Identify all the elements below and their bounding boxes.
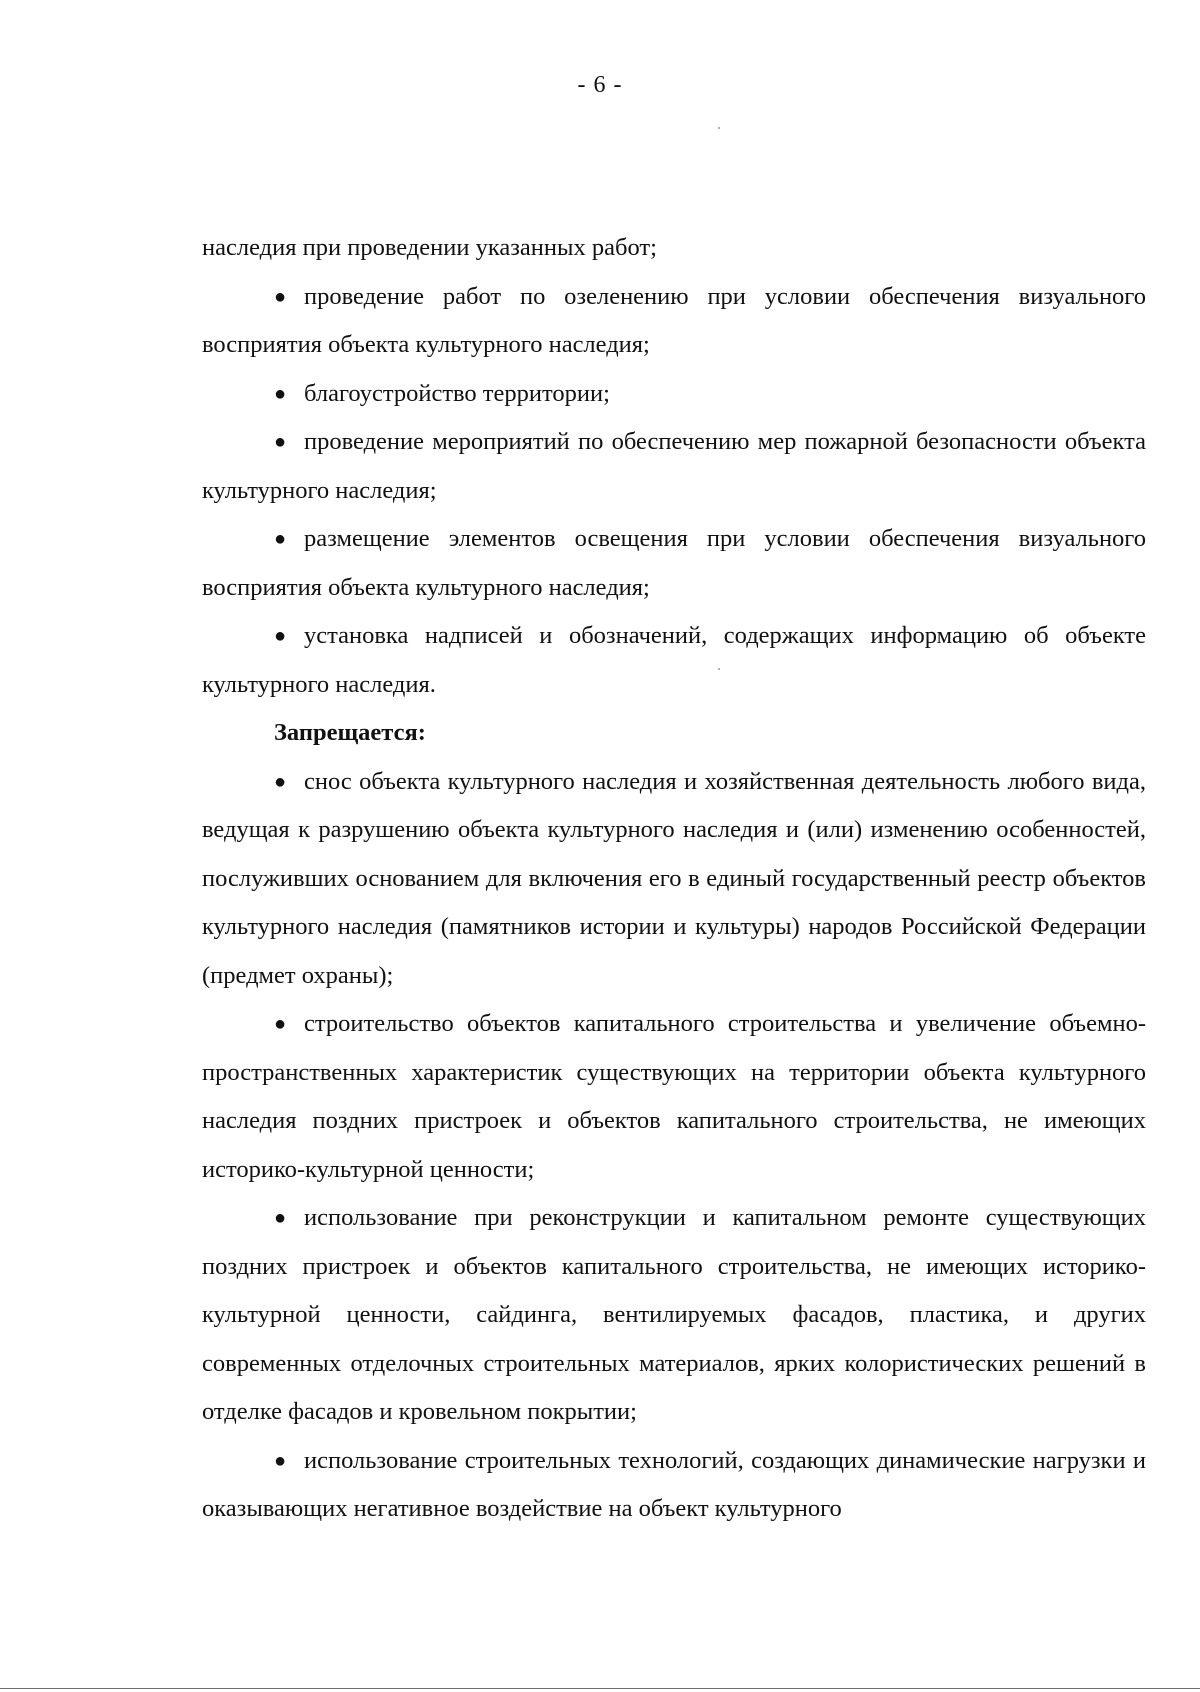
- list-item-text: проведение работ по озеленению при условии обеспечения визуального восприятия объекта культурного наследия;: [202, 282, 1146, 358]
- list-item-text: использование строительных технологий, создающих динамические нагрузки и оказывающих негативное воздействие на объект культурного: [202, 1446, 1146, 1522]
- list-item: [202, 612, 1146, 709]
- list-item: [202, 758, 1146, 1001]
- list-item-text: строительство объектов капитального строительства и увеличение объемно-пространственных характеристик существующих на территории объекта культурного наследия поздних пристроек и объектов капитального строительства, не имеющих историко-культурной ценности;: [202, 1010, 1146, 1183]
- bullet-icon: ●: [274, 1207, 287, 1229]
- scan-speck: [718, 127, 720, 129]
- bullet-icon: ●: [274, 770, 287, 793]
- bullet-icon: ●: [274, 382, 287, 405]
- list-item-text: размещение элементов освещения при условии обеспечения визуального восприятия объекта культурного наследия;: [202, 525, 1146, 601]
- bullet-icon: ●: [274, 1013, 287, 1035]
- bullet-icon: ●: [274, 625, 287, 647]
- paragraph-continuation: [202, 224, 1146, 273]
- document-body: [202, 224, 1146, 1534]
- list-item: [202, 515, 1146, 612]
- list-item-text: использование при реконструкции и капитальном ремонте существующих поздних пристроек и объектов капитального строительства, не имеющих историко-культурной ценности, сайдинга, вентилируемых фасадов, пластика, и других современных отделочных строительных материалов, ярких колористических решений в отделке фасадов и кровельном покрытии;: [202, 1204, 1146, 1425]
- list-item: [202, 370, 1146, 419]
- list-item: [202, 418, 1146, 515]
- list-item: [202, 1194, 1146, 1437]
- bullet-icon: ●: [274, 285, 287, 308]
- list-item: [202, 1000, 1146, 1194]
- bullet-icon: ●: [274, 431, 287, 453]
- list-item-text: проведение мероприятий по обеспечению мер пожарной безопасности объекта культурного наследия;: [202, 428, 1146, 504]
- bullet-icon: ●: [274, 528, 287, 550]
- list-item: [202, 1437, 1146, 1534]
- page-number: - 6 -: [577, 72, 623, 98]
- list-item: [202, 273, 1146, 370]
- scan-speck: [718, 668, 720, 670]
- bullet-icon: ●: [274, 1449, 287, 1472]
- list-item-text: снос объекта культурного наследия и хозяйственная деятельность любого вида, ведущая к разрушению объекта культурного наследия и (или) изменению особенностей, послуживших основанием для включения его в единый государственный реестр объектов культурного наследия (памятников истории и культуры) народов Российской Федерации (предмет охраны);: [202, 767, 1146, 989]
- section-heading-prohibited: Запрещается:: [274, 719, 426, 746]
- scan-edge-line: [0, 1688, 1200, 1689]
- paragraph-text: наследия при проведении указанных работ;: [202, 234, 657, 261]
- list-item-text: благоустройство территории;: [304, 379, 610, 407]
- list-item-text: установка надписей и обозначений, содержащих информацию об объекте культурного наследия.: [202, 622, 1146, 698]
